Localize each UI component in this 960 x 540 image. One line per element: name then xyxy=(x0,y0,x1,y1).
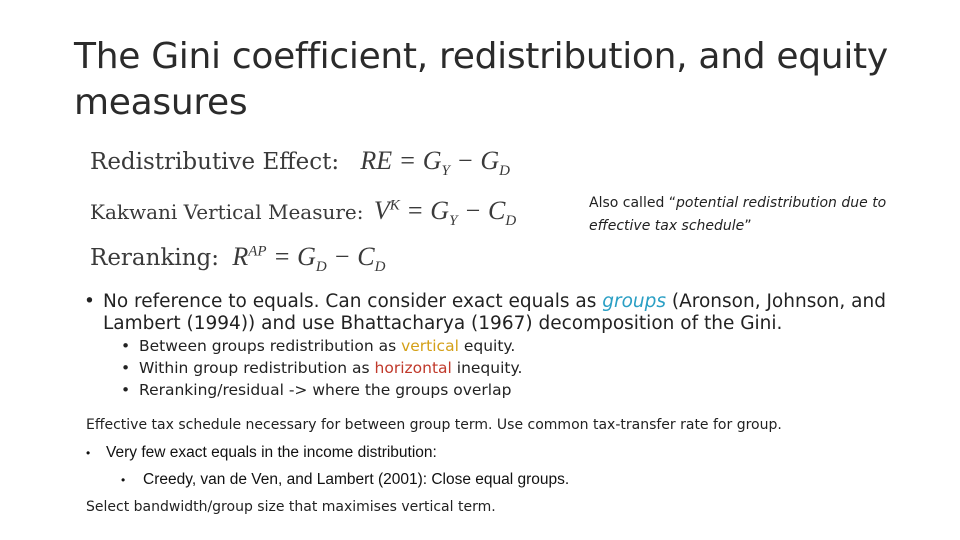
subbullet-within xyxy=(121,357,821,379)
note-prefix: Also called “ xyxy=(589,195,677,211)
note-italic: potential redistribution due to effective tax schedule xyxy=(589,195,887,234)
subbullet-text: Creedy, van de Ven, and Lambert (2001): Close equal groups. xyxy=(143,471,570,488)
bullet-icon: • xyxy=(86,446,91,460)
final-line: Select bandwidth/group size that maximises vertical term. xyxy=(86,499,496,515)
formula-equation: $R^{AP} = G_D - C_D$ xyxy=(232,242,386,276)
formula-kakwani xyxy=(90,196,516,230)
vertical-word: vertical xyxy=(401,337,459,355)
bullet-text: Very few exact equals in the income distribution: xyxy=(106,444,437,461)
groups-word: groups xyxy=(602,291,667,312)
formula-note xyxy=(589,192,919,238)
bullet-icon: • xyxy=(121,381,131,399)
bullet-icon: • xyxy=(121,359,131,377)
bullet-text xyxy=(103,291,934,335)
slide-title: The Gini coefficient, redistribution, and equity measures xyxy=(74,36,888,123)
bullet-equals xyxy=(84,291,934,335)
subbullet-text: inequity. xyxy=(451,359,523,377)
formula-label: Redistributive Effect: xyxy=(90,149,340,175)
subbullet-creedy xyxy=(121,471,569,489)
bullet-text-part: (Aronson, Johnson, and Lambert (1994)) and use Bhattacharya (1967) decomposition of the Gini. xyxy=(103,291,886,334)
subbullet-text: equity. xyxy=(458,337,516,355)
bullet-text-part: No reference to equals. Can consider exact equals as xyxy=(103,291,603,312)
bullet-few-equals xyxy=(86,444,437,462)
formula-equation: $V^K = G_Y - C_D$ xyxy=(373,196,517,230)
subbullet-reranking xyxy=(121,379,821,401)
subbullet-text: Reranking/residual -> where the groups overlap xyxy=(139,381,512,399)
formula-label: Reranking: xyxy=(90,245,220,271)
subbullet-text: Between groups redistribution as xyxy=(139,337,402,355)
horizontal-word: horizontal xyxy=(374,359,452,377)
subbullet-between xyxy=(121,335,821,357)
formula-image xyxy=(86,146,586,276)
bullet-icon: • xyxy=(84,291,95,312)
formula-reranking xyxy=(90,242,385,276)
formula-redistributive-effect xyxy=(90,146,510,180)
formula-equation: RE = $G_Y - G_D$ xyxy=(360,146,510,180)
subbullet-text: Within group redistribution as xyxy=(139,359,375,377)
bullet-icon: • xyxy=(121,473,126,487)
formula-label: Kakwani Vertical Measure: xyxy=(90,200,364,224)
note-suffix: ” xyxy=(744,218,752,234)
effective-schedule-line: Effective tax schedule necessary for between group term. Use common tax-transfer rate for group. xyxy=(86,417,782,433)
bullet-icon: • xyxy=(121,337,131,355)
